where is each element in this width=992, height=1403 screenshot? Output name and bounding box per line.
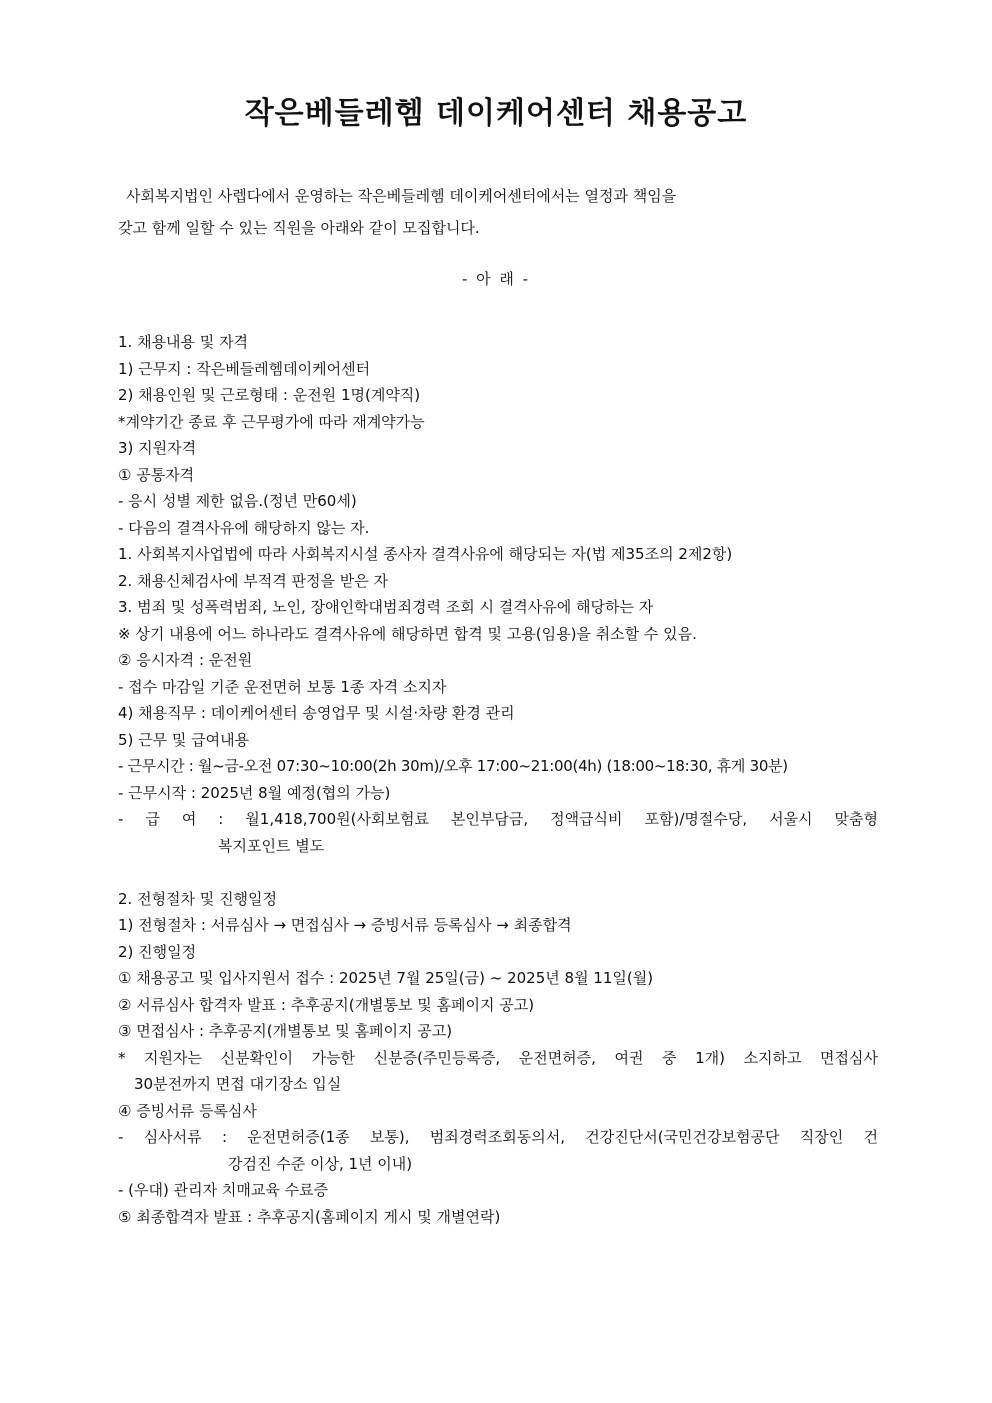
body-line-continued: 강검진 수준 이상, 1년 이내) [228,1154,413,1173]
blank-line [118,859,878,886]
body-line: - 접수 마감일 기준 운전면허 보통 1종 자격 소지자 [118,677,447,696]
intro-line-2: 갖고 함께 일할 수 있는 직원을 아래와 같이 모집합니다. [118,219,480,237]
section-heading-2: 2. 전형절차 및 진행일정 [118,889,278,908]
document-title: 작은베들레헴 데이케어센터 채용공고 [244,96,748,131]
body-line: - 근무시작 : 2025년 8월 예정(협의 가능) [118,783,391,802]
body-line: 2) 진행일정 [118,942,197,961]
body-line: ② 서류심사 합격자 발표 : 추후공지(개별통보 및 홈페이지 공고) [118,995,535,1014]
body-line: *계약기간 종료 후 근무평가에 따라 재계약가능 [118,412,425,431]
body-line: ① 공통자격 [118,465,195,484]
body-line: ※ 상기 내용에 어느 하나라도 결격사유에 해당하면 합격 및 고용(임용)을 취소할 수 있음. [118,624,697,643]
body-line: 2) 채용인원 및 근로형태 : 운전원 1명(계약직) [118,386,421,404]
body-line: - 다음의 결격사유에 해당하지 않는 자. [118,518,370,537]
section-label-below: - 아 래 - [461,270,531,288]
body-line: 3) 지원자격 [118,439,197,457]
body-line: * 지원자는 신분확인이 가능한 신분증(주민등록증, 운전면허증, 여권 중 1개) 소지하고 면접심사 [118,1048,878,1067]
notice-body [118,329,878,1230]
body-line: ③ 면접심사 : 추후공지(개별통보 및 홈페이지 공고) [118,1022,453,1040]
body-line: - 심사서류 : 운전면허증(1종 보통), 범죄경력조회동의서, 건강진단서(국민건강보험공단 직장인 건 [118,1128,878,1146]
body-line: ① 채용공고 및 입사지원서 접수 : 2025년 7월 25일(금) ~ 2025년 8월 11일(월) [118,969,654,987]
body-line-continued: 30분전까지 면접 대기장소 입실 [134,1075,342,1093]
body-line-continued: 복지포인트 별도 [218,836,325,855]
body-line: 1. 사회복지사업법에 따라 사회복지시설 종사자 결격사유에 해당되는 자(법 제35조의 2제2항) [118,545,733,563]
body-line: 3. 범죄 및 성폭력범죄, 노인, 장애인학대범죄경력 조회 시 결격사유에 해당하는 자 [118,598,654,616]
body-line: 4) 채용직무 : 데이케어센터 송영업무 및 시설·차량 환경 관리 [118,704,515,722]
section-heading-1: 1. 채용내용 및 자격 [118,333,249,351]
body-line: - 응시 성별 제한 없음.(정년 만60세) [118,492,357,510]
body-line: - 급 여 : 월1,418,700원(사회보험료 본인부담금, 정액급식비 포함)/명절수당, 서울시 맞춤형 [118,810,878,828]
body-line: 5) 근무 및 급여내용 [118,730,250,749]
body-line: ② 응시자격 : 운전원 [118,651,253,669]
body-line: ⑤ 최종합격자 발표 : 추후공지(홈페이지 게시 및 개별연락) [118,1207,501,1226]
body-line: 1) 근무지 : 작은베들레헴데이케어센터 [118,359,371,378]
body-line: 1) 전형절차 : 서류심사 → 면접심사 → 증빙서류 등록심사 → 최종합격 [118,916,572,934]
intro-line-1: 사회복지법인 사렙다에서 운영하는 작은베들레헴 데이케어센터에서는 열정과 책임을 [126,187,677,205]
body-line: ④ 증빙서류 등록심사 [118,1101,257,1120]
body-line: - (우대) 관리자 치매교육 수료증 [118,1181,329,1199]
body-line: - 근무시간 : 월~금-오전 07:30~10:00(2h 30m)/오후 17:00~21:00(4h) (18:00~18:30, 휴게 30분) [118,757,788,775]
intro-paragraph [118,180,878,244]
body-line: 2. 채용신체검사에 부적격 판정을 받은 자 [118,571,388,590]
